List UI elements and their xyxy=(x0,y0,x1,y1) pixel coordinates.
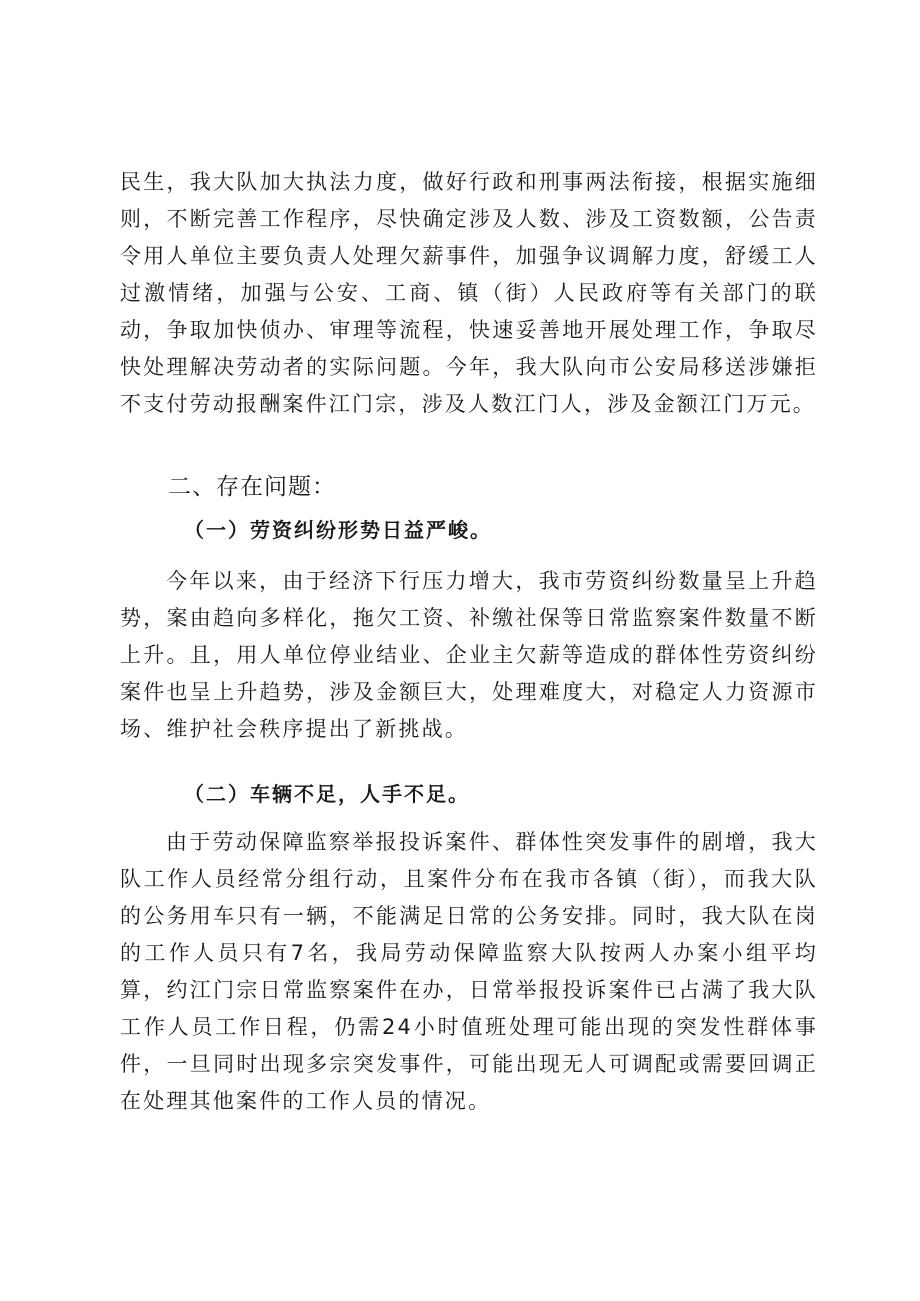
paragraph-resources: 由于劳动保障监察举报投诉案件、群体性突发事件的剧增，我大队工作人员经常分组行动，且案件分布在我市各镇（街），而我大队的公务用车只有一辆，不能满足日常的公务安排。同时，我大队在岗的工作人员只有7名，我局劳动保障监察大队按两人办案小组平均算，约江门宗日常监察案件在办，日常举报投诉案件已占满了我大队工作人员工作日程，仍需24小时值班处理可能出现的突发性群体事件，一旦同时出现多宗突发事件，可能出现无人可调配或需要回调正在处理其他案件的工作人员的情况。 xyxy=(120,830,818,1113)
section-heading-problems: 二、存在问题： xyxy=(168,474,336,500)
paragraph-continued: 民生，我大队加大执法力度，做好行政和刑事两法衔接，根据实施细则，不断完善工作程序，尽快确定涉及人数、涉及工资数额，公告责令用人单位主要负责人处理欠薪事件，加强争议调解力度，舒缓工人过激情绪，加强与公安、工商、镇（街）人民政府等有关部门的联动，争取加快侦办、审理等流程，快速妥善地开展处理工作，争取尽快处理解决劳动者的实际问题。今年，我大队向市公安局移送涉嫌拒不支付劳动报酬案件江门宗，涉及人数江门人，涉及金额江门万元。 xyxy=(120,170,818,416)
paragraph-labor-disputes: 今年以来，由于经济下行压力增大，我市劳资纠纷数量呈上升趋势，案由趋向多样化，拖欠工资、补缴社保等日常监察案件数量不断上升。且，用人单位停业结业、企业主欠薪等造成的群体性劳资纠纷案件也呈上升趋势，涉及金额巨大，处理难度大，对稳定人力资源市场、维护社会秩序提出了新挑战。 xyxy=(120,569,818,741)
subsection-heading-resources: （二）车辆不足，人手不足。 xyxy=(184,782,470,806)
subsection-heading-labor-disputes: （一）劳资纠纷形势日益严峻。 xyxy=(184,518,492,542)
